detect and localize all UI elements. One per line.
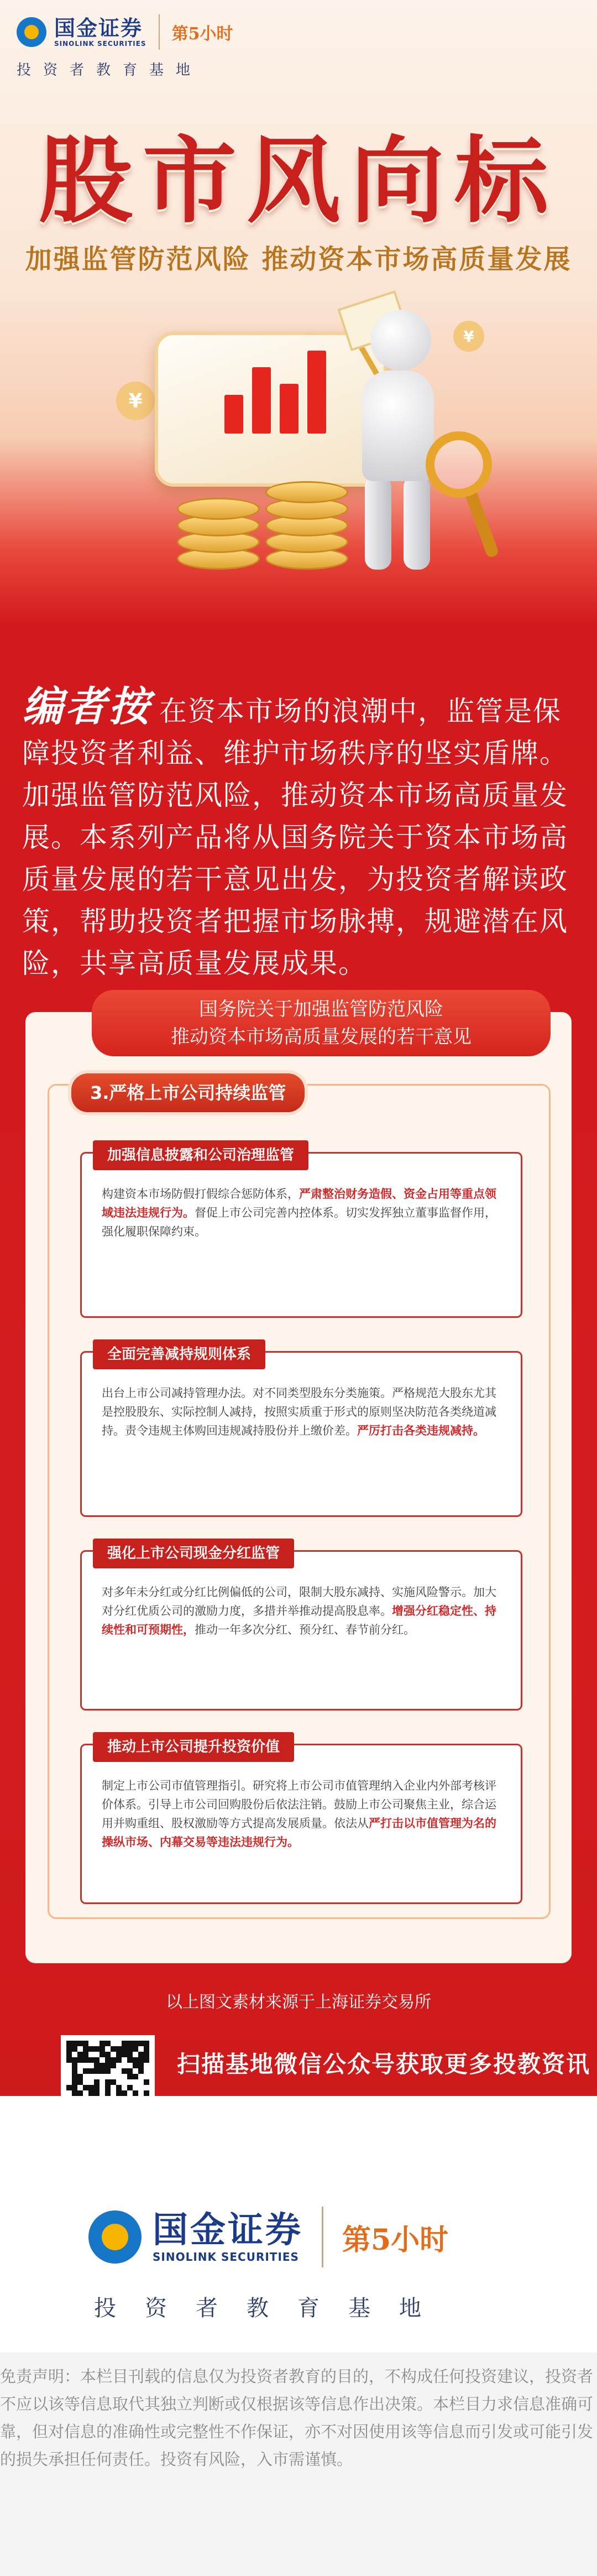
policy-section <box>48 1084 551 1919</box>
subsection-text: 构建资本市场防假打假综合惩防体系，严肃整治财务造假、资金占用等重点领域违法违规行为。督促上市公司完善内控体系。切实发挥独立董事监督作用，强化履职保障约束。 <box>102 1187 496 1238</box>
editor-note-text: 在资本市场的浪潮中，监管是保障投资者利益、维护市场秩序的坚实盾牌。加强监管防范风险，推动资本市场高质量发展。本系列产品将从国务院关于资本市场高质量发展的若干意见出发，为投资者解读政策，帮助投资者把握市场脉搏，规避潜在风险，共享高质量发展成果。 <box>22 695 568 979</box>
subsection-text: 出台上市公司减持管理办法。对不同类型股东分类施策。严格规范大股东尤其是控股股东、实际控制人减持，按照实质重于形式的原则坚决防范各类绕道减持。责令违规主体购回违规减持股份并上缴价差。严厉打击各类违规减持。 <box>102 1386 496 1437</box>
editor-note-lead: 编者按 <box>22 683 151 731</box>
brand-name-cn: 国金证券 <box>54 16 143 40</box>
chart-bar-graphic <box>252 367 271 434</box>
footer-tagline: 投资者教育基地 <box>94 2296 450 2321</box>
chart-bar-graphic <box>307 351 326 434</box>
yuan-coin-icon: ¥ <box>116 382 155 420</box>
main-content <box>0 625 597 2096</box>
chart-bar-graphic <box>224 395 243 434</box>
partner-logo: 第5小时 <box>342 2223 449 2257</box>
subsection-title: 推动上市公司提升投资价值 <box>93 1732 294 1762</box>
hero-title: 股市风向标 <box>38 126 558 236</box>
logo-divider <box>322 2207 323 2267</box>
3d-figure-graphic <box>362 371 434 481</box>
footer <box>0 2096 597 2576</box>
subsection-text: 对多年未分红或分红比例偏低的公司，限制大股东减持、实施风险警示。加大对分红优质公司的激励力度，多措并举推动提高股息率。增强分红稳定性、持续性和可预期性，推动一年多次分红、预分红、春节前分红。 <box>102 1586 496 1636</box>
yuan-coin-icon: ¥ <box>453 321 484 352</box>
chart-board <box>155 332 387 487</box>
brand-tagline: 投资者教育基地 <box>17 62 203 79</box>
hero-illustration <box>111 299 498 586</box>
brand-name-en: SINOLINK SECURITIES <box>54 40 146 48</box>
hero-subtitle: 加强监管防范风险 推动资本市场高质量发展 <box>25 244 572 275</box>
source-note: 以上图文素材来源于上海证券交易所 <box>166 1993 431 2012</box>
policy-card <box>25 998 572 1963</box>
editor-note <box>22 683 580 984</box>
hero-banner <box>0 0 597 625</box>
footer-brand-cn: 国金证券 <box>153 2210 303 2251</box>
disclaimer: 免责声明：本栏目刊载的信息仅为投资者教育的目的，不构成任何投资建议，投资者不应以该等信息取代其独立判断或仅根据该等信息作出决策。本栏目力求信息准确可靠，但对信息的准确性或完整性不作保证，亦不对因使用该等信息而引发或可能引发的损失承担任何责任。投资有风险，入市需谨慎。 <box>0 2353 597 2576</box>
footer-logo <box>88 2207 448 2267</box>
policy-card-header: 国务院关于加强监管防范风险 推动资本市场高质量发展的若干意见 <box>92 990 551 1056</box>
subsection-title: 全面完善减持规则体系 <box>93 1339 265 1369</box>
header-logo <box>17 14 233 50</box>
section-tab: 3.严格上市公司持续监管 <box>71 1073 305 1112</box>
partner-logo: 第5小时 <box>171 24 233 44</box>
subsection-text: 制定上市公司市值管理指引。研究将上市公司市值管理纳入企业内外部考核评价体系。引导上市公司回购股份后依法注销。鼓励上市公司聚焦主业，综合运用并购重组、股权激励等方式提高发展质量。依法从严打击以市值管理为名的操纵市场、内幕交易等违法违规行为。 <box>102 1779 496 1849</box>
magnifier-icon <box>426 431 492 498</box>
sinolink-logo-icon <box>88 2210 142 2264</box>
footer-brand-en: SINOLINK SECURITIES <box>153 2250 299 2264</box>
logo-divider <box>159 14 160 50</box>
coin-stack-icon <box>265 465 348 570</box>
sinolink-logo-icon <box>17 17 46 47</box>
scan-prompt: 扫描基地微信公众号获取更多投教资讯 <box>177 2051 591 2078</box>
subsection-title: 强化上市公司现金分红监管 <box>93 1539 294 1568</box>
coin-stack-icon <box>177 481 260 570</box>
chart-bar-graphic <box>280 384 298 434</box>
subsection-title: 加强信息披露和公司治理监管 <box>93 1140 308 1170</box>
